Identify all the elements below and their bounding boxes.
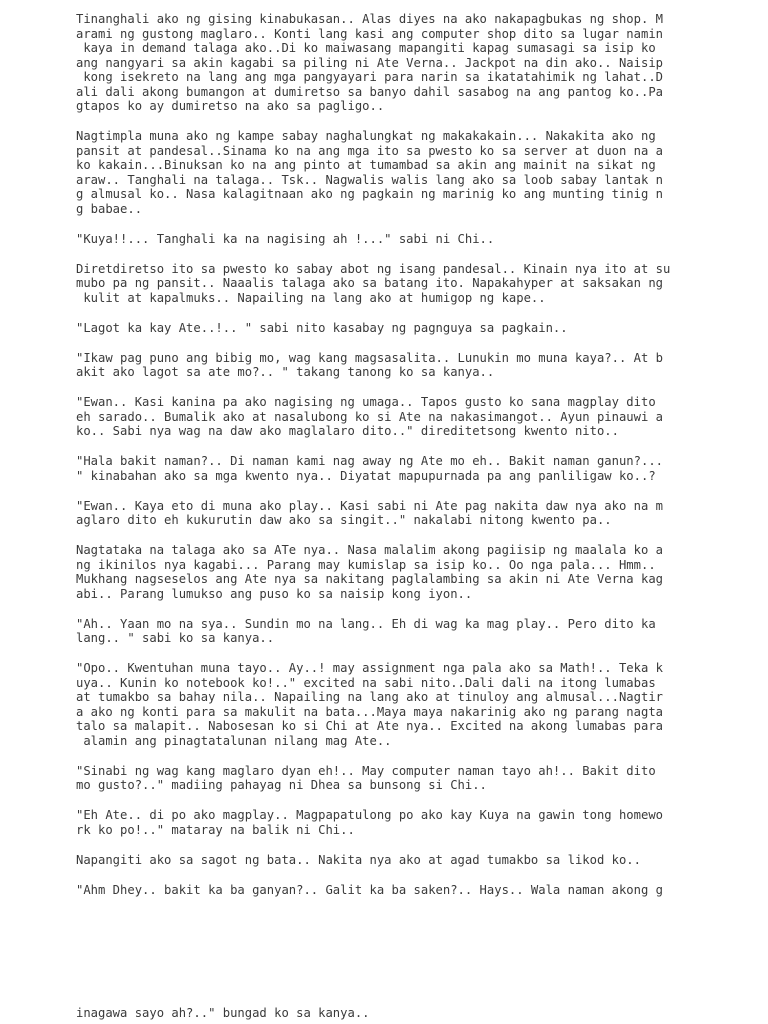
text-line: uya.. Kunin ko notebook ko!.." excited na sabi nito..Dali dali na itong lumabas [76, 675, 656, 690]
text-line: lang.. " sabi ko sa kanya.. [76, 631, 275, 645]
text-line: "Hala bakit naman?.. Di naman kami nag away ng Ate mo eh.. Bakit naman ganun?... [76, 454, 663, 468]
paragraph [76, 543, 696, 601]
paragraph [76, 351, 696, 380]
paragraph [76, 395, 696, 439]
paragraph [76, 232, 696, 247]
text-line: Tinanghali ako ng gising kinabukasan.. Alas diyes na ako nakapagbukas ng shop. M [76, 12, 663, 26]
paragraph [76, 499, 696, 528]
text-line: Napangiti ako sa sagot ng bata.. Nakita nya ako at agad tumakbo sa likod ko.. [76, 852, 641, 867]
text-line: aglaro dito eh kukurutin daw ako sa singit.." nakalabi nitong kwento pa.. [76, 513, 612, 527]
text-line: ng ikinilos nya kagabi... Parang may kumislap sa isip ko.. Oo nga pala... Hmm.. [76, 557, 656, 572]
text-line: " kinabahan ako sa mga kwento nya.. Diyatat mapupurnada pa ang panliligaw ko..? [76, 468, 656, 483]
text-line: gtapos ko ay dumiretso na ako sa pagligo.. [76, 99, 385, 113]
text-line: Nagtimpla muna ako ng kampe sabay naghalungkat ng makakakain... Nakakita ako ng [76, 129, 656, 143]
text-line: alamin ang pinagtatalunan nilang mag Ate.. [76, 733, 392, 748]
text-line: eh sarado.. Bumalik ako at nasalubong ko si Ate na nakasimangot.. Ayun pinauwi a [76, 409, 663, 424]
text-line: "Ahm Dhey.. bakit ka ba ganyan?.. Galit ka ba saken?.. Hays.. Wala naman akong g [76, 882, 663, 897]
text-line: ko.. Sabi nya wag na daw ako maglalaro dito.." direditetsong kwento nito.. [76, 424, 619, 438]
text-line: "Ewan.. Kaya eto di muna ako play.. Kasi sabi ni Ate pag nakita daw nya ako na m [76, 498, 663, 513]
text-line: araw.. Tanghali na talaga.. Tsk.. Nagwalis walis lang ako sa loob sabay lantak n [76, 172, 663, 187]
paragraph [76, 12, 696, 114]
text-line: rk ko po!.." mataray na balik ni Chi.. [76, 822, 355, 837]
paragraph [76, 853, 696, 868]
paragraph [76, 321, 696, 336]
text-line: a ako ng konti para sa makulit na bata...Maya maya nakarinig ako ng parang nagta [76, 704, 663, 719]
paragraph [76, 808, 696, 837]
text-line: akit ako lagot sa ate mo?.. " takang tanong ko sa kanya.. [76, 365, 495, 379]
text-line: Diretdiretso ito sa pwesto ko sabay abot ng isang pandesal.. Kinain nya ito at su [76, 261, 671, 276]
text-line: "Sinabi ng wag kang maglaro dyan eh!.. May computer naman tayo ah!.. Bakit dito [76, 763, 656, 778]
text-line: "Opo.. Kwentuhan muna tayo.. Ay..! may assignment nga pala ako sa Math!.. Teka k [76, 661, 663, 675]
text-line: mo gusto?.." madiing pahayag ni Dhea sa bunsong si Chi.. [76, 778, 487, 792]
paragraph [76, 764, 696, 793]
text-line: "Eh Ate.. di po ako magplay.. Magpapatulong po ako kay Kuya na gawin tong homewo [76, 808, 663, 822]
text-line: Nagtataka na talaga ako sa ATe nya.. Nasa malalim akong pagiisip ng maalala ko a [76, 543, 663, 557]
text-line: "Kuya!!... Tanghali ka na nagising ah !..." sabi ni Chi.. [76, 231, 495, 246]
text-line: abi.. Parang lumukso ang puso ko sa naisip kong iyon.. [76, 586, 473, 601]
text-line: g babae.. [76, 201, 143, 216]
paragraph [76, 454, 696, 483]
text-line: "Lagot ka kay Ate..!.. " sabi nito kasabay ng pagnguya sa pagkain.. [76, 320, 568, 335]
continued-text-line: inagawa sayo ah?.." bungad ko sa kanya.. [76, 1006, 370, 1020]
paragraph [76, 262, 696, 306]
text-line: Mukhang nagseselos ang Ate nya sa nakitang paglalambing sa akin ni Ate Verna kag [76, 572, 663, 586]
text-line: pansit at pandesal..Sinama ko na ang mga ito sa pwesto ko sa server at duon na a [76, 143, 663, 158]
text-line: kulit at kapalmuks.. Napailing na lang ako at humigop ng kape.. [76, 290, 546, 305]
text-line: kaya in demand talaga ako..Di ko maiwasang mapangiti kapag sumasagi sa isip ko [76, 41, 656, 55]
text-line: talo sa malapit.. Nabosesan ko si Chi at Ate nya.. Excited na akong lumabas para [76, 719, 663, 733]
text-line: ali dali akong bumangon at dumiretso sa banyo dahil sasabog na ang pantog ko..Pa [76, 84, 663, 99]
text-line: "Ewan.. Kasi kanina pa ako nagising ng umaga.. Tapos gusto ko sana magplay dito [76, 395, 656, 409]
paragraph [76, 883, 696, 898]
text-line: "Ah.. Yaan mo na sya.. Sundin mo na lang.. Eh di wag ka mag play.. Pero dito ka [76, 616, 656, 631]
paragraph [76, 661, 696, 748]
text-line: ko kakain...Binuksan ko na ang pinto at tumambad sa akin ang mainit na sikat ng [76, 158, 656, 172]
text-line: arami ng gustong maglaro.. Konti lang kasi ang computer shop dito sa lugar namin [76, 26, 663, 41]
text-line: g almusal ko.. Nasa kalagitnaan ako ng pagkain ng marinig ko ang munting tinig n [76, 187, 663, 201]
text-line: "Ikaw pag puno ang bibig mo, wag kang magsasalita.. Lunukin mo muna kaya?.. At b [76, 350, 663, 365]
text-line: ang nangyari sa akin kagabi sa piling ni Ate Verna.. Jackpot na din ako.. Naisip [76, 55, 663, 70]
paragraph [76, 129, 696, 216]
paragraph [76, 617, 696, 646]
text-line: mubo pa ng pansit.. Naaalis talaga ako sa batang ito. Napakahyper at saksakan ng [76, 276, 663, 290]
text-line: kong isekreto na lang ang mga pangyayari para narin sa ikatatahimik ng lahat..D [76, 70, 663, 84]
text-line: at tumakbo sa bahay nila.. Napailing na lang ako at tinuloy ang almusal...Nagtir [76, 690, 663, 704]
story-text-body [76, 12, 696, 913]
